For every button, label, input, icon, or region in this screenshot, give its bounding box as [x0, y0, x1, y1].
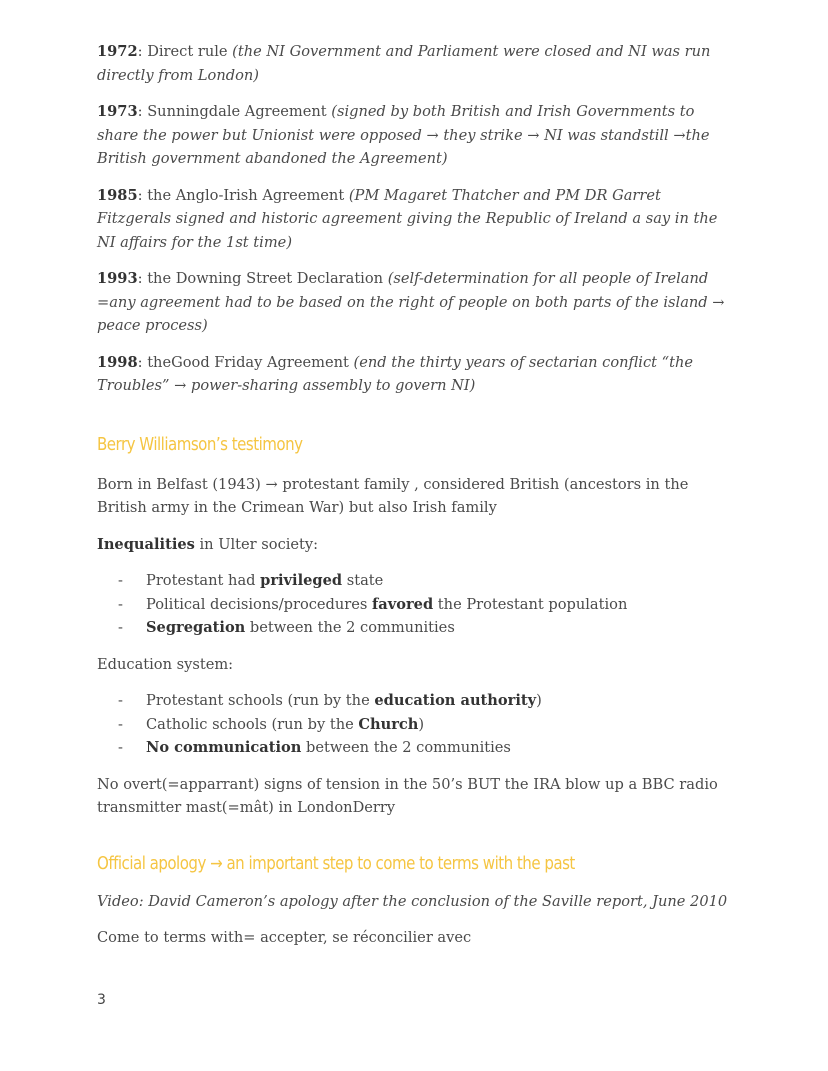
list-item — [97, 713, 737, 737]
section-heading-berry: Berry Williamson’s testimony — [97, 434, 303, 455]
timeline-year: 1973 — [97, 103, 138, 120]
list-item-text: Political decisions/procedures — [146, 595, 373, 613]
timeline-text: theGood Friday Agreement — [147, 353, 354, 371]
timeline-text: Sunningdale Agreement — [147, 103, 332, 120]
list-item-text: ) — [536, 692, 542, 709]
timeline-entry-1985: 1985: the Anglo-Irish Agreement (PM Magaret Thatcher and PM DR Garret Fitzgerals signed and historic agreement giving the Republic of Ireland a say in the NI affairs for the 1st time) — [97, 186, 718, 251]
timeline-note: (PM Magaret Thatcher and PM DR Garret Fitzgerals signed and historic agreement giving the Republic of Ireland a say in the NI affairs for the 1st time) — [97, 186, 718, 251]
timeline-year: 1985 — [97, 186, 138, 204]
list-item-text: Catholic schools (run by the — [146, 715, 359, 733]
section-heading-apology: Official apology → an important step to come to terms with the past — [97, 853, 575, 874]
page-number: 3 — [97, 992, 106, 1008]
timeline-text: the Downing Street Declaration — [147, 270, 388, 287]
video-caption-text: Video: David Cameron’s apology after the conclusion of the Saville report, June 2010 — [97, 892, 728, 910]
berry-intro: Born in Belfast (1943) → protestant family , considered British (ancestors in the British army in the Crimean War) but also Irish family — [97, 475, 689, 516]
list-item — [97, 593, 737, 617]
timeline-entry-1993: 1993: the Downing Street Declaration (self-determination for all people of Ireland =any agreement had to be based on the right of people on both parts of the island → peace process) — [97, 270, 725, 334]
list-item-bold: No communication — [146, 739, 302, 756]
list-item — [97, 736, 737, 760]
list-item-bold: Segregation — [146, 619, 246, 636]
list-item-text: ) — [418, 715, 425, 733]
timeline-note: (self-determination for all people of Ireland =any agreement had to be based on the right of people on both parts of the island → peace process) — [97, 270, 725, 334]
timeline-entry-1972: 1972: Direct rule (the NI Government and Parliament were closed and NI was run directly from London) — [97, 43, 711, 84]
timeline-note: (end the thirty years of sectarian conflict “the Troubles” → power-sharing assembly to govern NI) — [97, 353, 693, 394]
list-item-text: state — [342, 572, 384, 589]
definition-paragraph: Come to terms with= accepter, se réconcilier avec — [97, 929, 472, 946]
list-item — [97, 569, 737, 593]
timeline-entry-1998: 1998: theGood Friday Agreement (end the thirty years of sectarian conflict “the Troubles” → power-sharing assembly to govern NI) — [97, 353, 693, 394]
document-page — [97, 40, 737, 963]
list-item-bold: Church — [358, 715, 419, 733]
list-item-text: between the 2 communities — [245, 619, 455, 636]
timeline-year: 1998 — [97, 353, 138, 371]
inequalities-label: Inequalities — [97, 535, 195, 553]
list-item — [97, 689, 737, 713]
list-item-text: Protestant schools (run by the — [146, 692, 375, 709]
tension-paragraph: No overt(=apparrant) signs of tension in the 50’s BUT the IRA blow up a BBC radio transmitter mast(=mât) in LondonDerry — [97, 775, 718, 816]
list-item-bold: education authority — [374, 692, 537, 709]
inequalities-intro — [97, 533, 737, 557]
timeline-year: 1993 — [97, 270, 138, 287]
list-item-text: between the 2 communities — [301, 739, 511, 756]
inequalities-list — [97, 569, 737, 640]
list-item-text: the Protestant population — [433, 595, 628, 613]
list-item-text: Protestant had — [146, 572, 261, 589]
timeline-note: (signed by both British and Irish Governments to share the power but Unionist were opposed → they strike → NI was standstill →the British government abandoned the Agreement) — [97, 103, 710, 167]
list-item — [97, 616, 737, 640]
inequalities-rest: in Ulter society: — [194, 535, 319, 553]
list-item-bold: privileged — [260, 572, 343, 589]
list-item-bold: favored — [372, 595, 434, 613]
education-list — [97, 689, 737, 760]
timeline-entry-1973: 1973: Sunningdale Agreement (signed by both British and Irish Governments to share the power but Unionist were opposed → they strike → NI was standstill →the British government abandoned the Agreement) — [97, 103, 710, 167]
video-caption — [97, 890, 737, 914]
timeline-note: (the NI Government and Parliament were closed and NI was run directly from London) — [97, 43, 711, 84]
education-label: Education system: — [97, 655, 234, 673]
timeline-year: 1972 — [97, 43, 138, 60]
timeline-text: the Anglo-Irish Agreement — [147, 186, 349, 204]
timeline-text: Direct rule — [147, 43, 233, 60]
